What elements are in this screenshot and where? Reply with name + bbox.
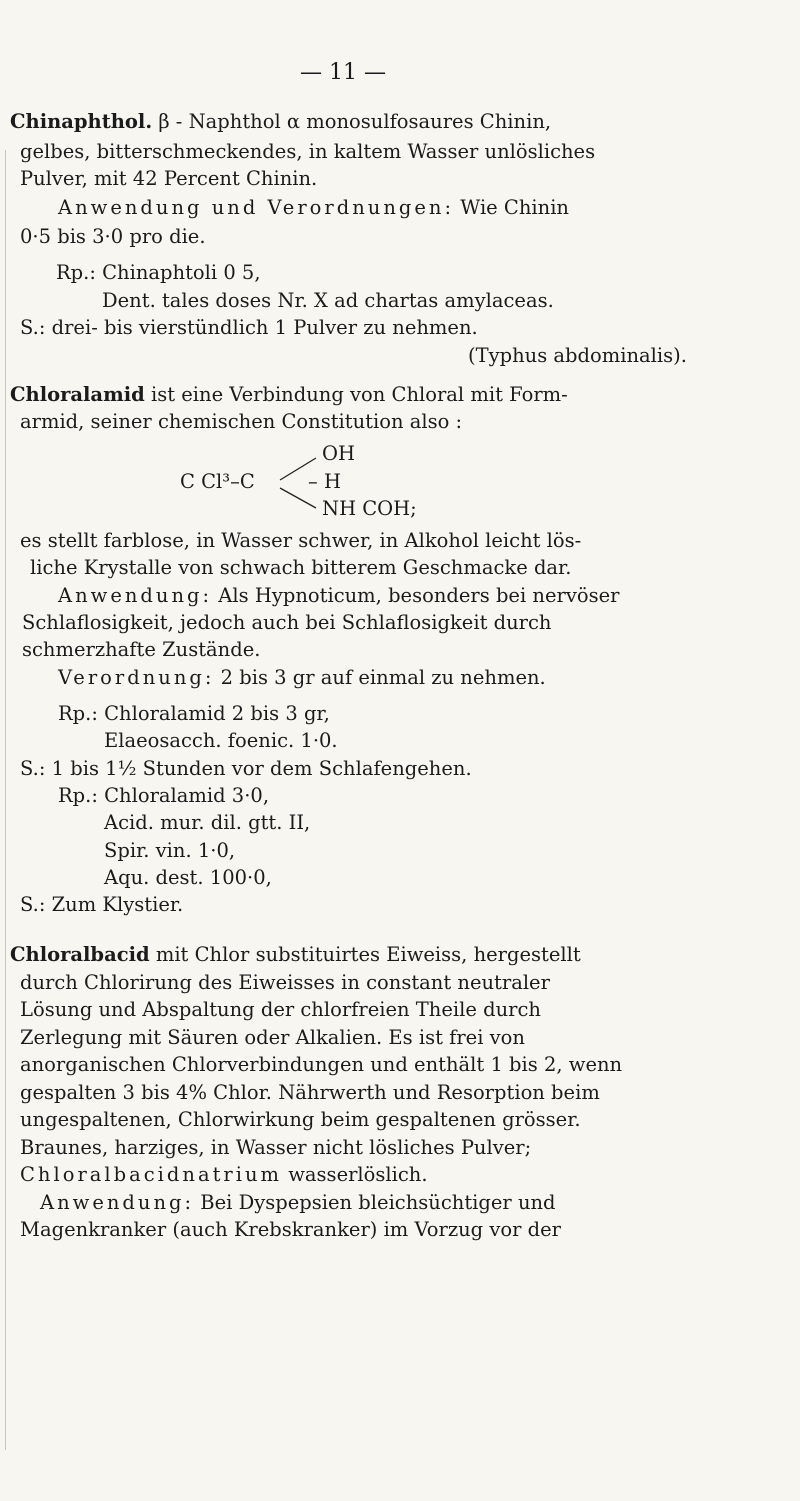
chloralamid-signatur-2: S.: Zum Klystier. [20,893,184,916]
chloralamid-line-4: liche Krystalle von schwach bitterem Geschmacke dar. [30,556,572,579]
chloralbacid-text: mit Chlor substituirtes Eiweiss, hergestellt [155,943,581,966]
chloralbacid-line-2: durch Chlorirung des Eiweisses in constant neutraler [20,971,550,994]
formula-h: – H [308,470,341,493]
chinaphthol-line-1 [10,110,551,134]
chinaphthol-rp-line-2: Dent. tales doses Nr. X ad chartas amylaceas. [102,289,554,312]
chloralbacid-line-4: Zerlegung mit Säuren oder Alkalien. Es ist frei von [20,1026,525,1049]
dosage-label: Verordnung: [58,666,215,689]
usage-label: Anwendung: [40,1191,195,1214]
chloralamid-rp2-line-2: Acid. mur. dil. gtt. II, [104,811,311,834]
chloralamid-rp2-line-3: Spir. vin. 1·0, [104,839,236,862]
chloralamid-rp1-line-2: Elaeosacch. foenic. 1·0. [104,729,338,752]
chloralamid-line-2: armid, seiner chemischen Constitution also : [20,410,463,433]
formula-nh: NH COH; [322,497,417,520]
chinaphthol-text: β - Naphthol α monosulfosaures Chinin, [158,110,552,133]
formula-core: C Cl³–C [180,470,255,493]
sodium-salt-name: Chloralbacidnatrium [20,1163,283,1186]
page-edge-rule [5,150,6,1450]
chinaphthol-indication: (Typhus abdominalis). [468,344,687,367]
chloralamid-signatur-1: S.: 1 bis 1½ Stunden vor dem Schlafengehen. [20,757,472,780]
chinaphthol-heading: Chinaphthol. [10,110,153,133]
chloralamid-rp2-line-4: Aqu. dest. 100·0, [104,866,272,889]
chloralbacid-line-10 [40,1191,556,1215]
chinaphthol-line-5: 0·5 bis 3·0 pro die. [20,225,206,248]
formula-oh: OH [322,442,355,465]
chinaphthol-signatur: S.: drei- bis vierstündlich 1 Pulver zu nehmen. [20,316,478,339]
chloralamid-heading: Chloralamid [10,383,145,406]
chloralbacid-line-8: Braunes, harziges, in Wasser nicht lösliches Pulver; [20,1136,532,1159]
chloralbacid-line-1 [10,943,581,967]
chloralamid-rp1-line-1: Rp.: Chloralamid 2 bis 3 gr, [58,702,330,725]
chloralamid-line-1 [10,383,568,407]
chloralamid-line-7: schmerzhafte Zustände. [22,638,261,661]
chloralbacid-line-11: Magenkranker (auch Krebskranker) im Vorzug vor der [20,1218,561,1241]
chloralbacid-line-5: anorganischen Chlorverbindungen und enthält 1 bis 2, wenn [20,1053,623,1076]
chinaphthol-line-4 [58,196,569,220]
sodium-salt-text: wasserlöslich. [288,1163,428,1186]
chloralbacid-heading: Chloralbacid [10,943,150,966]
usage-text: Bei Dyspepsien bleichsüchtiger und [200,1191,556,1214]
chloralbacid-line-7: ungespaltenen, Chlorwirkung beim gespaltenen grösser. [20,1108,581,1131]
dosage-text: 2 bis 3 gr auf einmal zu nehmen. [220,666,546,689]
usage-label: Anwendung und Verordnungen: [58,196,455,219]
chloralamid-text: ist eine Verbindung von Chloral mit Form- [150,383,568,406]
chinaphthol-line-2: gelbes, bitterschmeckendes, in kaltem Wasser unlösliches [20,140,596,163]
chloralamid-line-5 [58,584,619,608]
chemical-formula [180,442,480,522]
chloralbacid-line-6: gespalten 3 bis 4% Chlor. Nährwerth und Resorption beim [20,1081,600,1104]
chloralbacid-line-9 [20,1163,428,1187]
usage-text: Wie Chinin [460,196,569,219]
chloralbacid-line-3: Lösung und Abspaltung der chlorfreien Theile durch [20,998,541,1021]
chloralamid-line-8 [58,666,546,690]
chloralamid-line-3: es stellt farblose, in Wasser schwer, in Alkohol leicht lös- [20,529,582,552]
chloralamid-rp2-line-1: Rp.: Chloralamid 3·0, [58,784,270,807]
usage-text: Als Hypnoticum, besonders bei nervöser [218,584,620,607]
page-number: — 11 — [300,60,386,85]
chloralamid-line-6: Schlaflosigkeit, jedoch auch bei Schlaflosigkeit durch [22,611,552,634]
chinaphthol-rp-line-1: Rp.: Chinaphtoli 0 5, [56,261,261,284]
usage-label: Anwendung: [58,584,213,607]
chinaphthol-line-3: Pulver, mit 42 Percent Chinin. [20,167,318,190]
